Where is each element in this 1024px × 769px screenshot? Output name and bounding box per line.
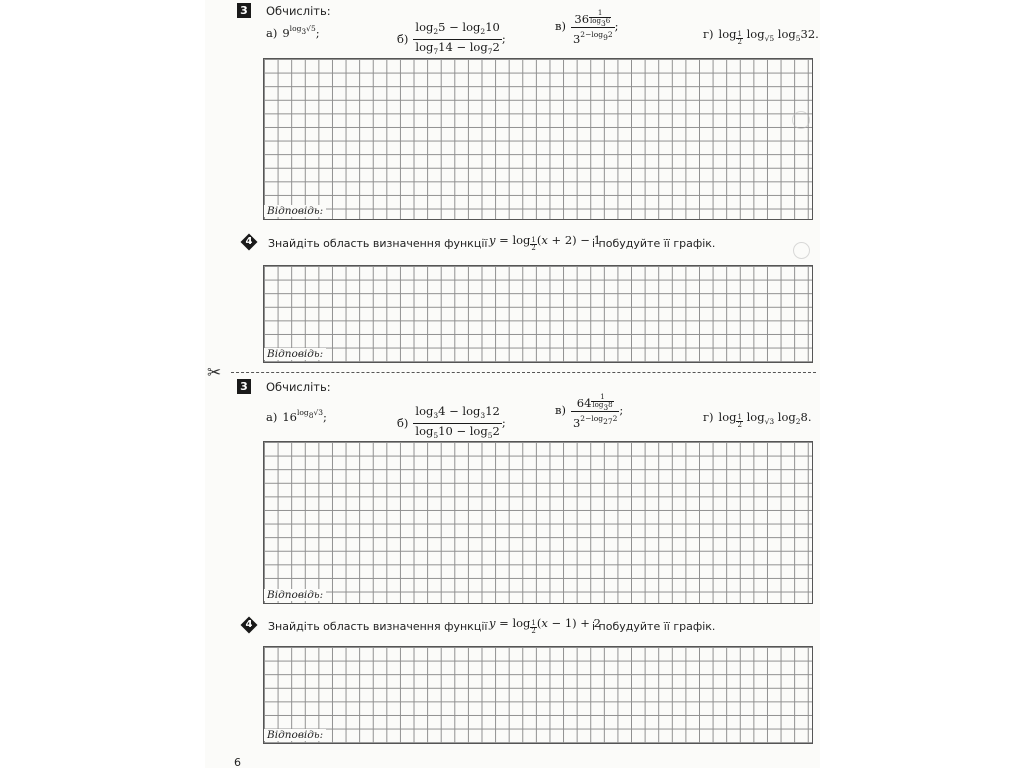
bleed-through-mark	[792, 111, 810, 129]
task-text: Знайдіть область визначення функції	[268, 237, 488, 250]
expression-v: в) 36 $^{\frac{1}{\log_36}}$ $3^{2-log_92}$ ;	[555, 9, 619, 46]
answer-grid[interactable]	[263, 441, 813, 604]
task-number-badge: 4	[241, 617, 257, 633]
answer-label: Відповідь:	[264, 729, 326, 741]
expression-v: в) 64 $^{\frac{1}{\log_38}}$ $3^{2-log_{27}2}$ ;	[555, 393, 624, 430]
answer-label: Відповідь:	[264, 589, 326, 601]
cut-line	[231, 372, 816, 373]
expression-b: б) $\frac{\log_34 - \log_312}{\log_510 - \log_52}$ ;	[397, 404, 506, 440]
expression-b: б) $\frac{\log_25 - \log_210}{\log_714 - \log_72}$ ;	[397, 20, 506, 56]
item-label: в)	[555, 19, 566, 33]
item-label: в)	[555, 403, 566, 417]
graph-grid[interactable]	[263, 265, 813, 363]
item-suffix: 8.	[800, 410, 812, 424]
bleed-through-mark	[793, 242, 810, 259]
item-label: а)	[266, 410, 278, 424]
task-number-badge: 3	[237, 379, 251, 394]
item-label: б)	[397, 31, 409, 46]
function-formula: y = log $\frac{1}{2}$ (x + 2) − 1	[489, 233, 601, 252]
expression-g: г) log $\frac{1}{2}$ $\log_{√3} \log_28$.	[703, 410, 812, 429]
expression-a: а) $9^{log_3√5}$;	[266, 24, 320, 40]
item-suffix: ;	[501, 415, 506, 430]
item-suffix: ;	[619, 403, 624, 417]
answer-grid[interactable]	[263, 58, 813, 220]
answer-label: Відповідь:	[264, 348, 326, 360]
scissors-icon: ✂	[207, 363, 222, 383]
item-suffix: ;	[323, 410, 327, 424]
expression-a: а) $16^{log_8√3}$;	[266, 408, 327, 424]
item-label: г)	[703, 410, 714, 424]
item-suffix: ;	[614, 19, 619, 33]
item-suffix: ;	[501, 31, 506, 46]
function-formula: y = log $\frac{1}{2}$ (x − 1) + 2	[489, 616, 601, 635]
task-title: Обчисліть:	[266, 4, 331, 18]
item-suffix: 32.	[800, 27, 819, 41]
expression-g: г) log $\frac{1}{2}$ $\log_{√5} \log_532$.	[703, 27, 819, 46]
item-suffix: ;	[315, 26, 320, 40]
graph-grid[interactable]	[263, 646, 813, 744]
task-number-badge: 3	[237, 3, 251, 18]
task-title: Обчисліть:	[266, 380, 331, 394]
task-text: Знайдіть область визначення функції	[268, 620, 488, 633]
answer-label: Відповідь:	[264, 205, 326, 217]
item-label: а)	[266, 26, 278, 40]
task-text-tail: і побудуйте її графік.	[592, 237, 716, 250]
item-label: б)	[397, 415, 409, 430]
page-number: 6	[234, 756, 241, 769]
task-number-badge: 4	[241, 234, 257, 250]
item-label: г)	[703, 27, 714, 41]
task-text-tail: і побудуйте її графік.	[592, 620, 716, 633]
